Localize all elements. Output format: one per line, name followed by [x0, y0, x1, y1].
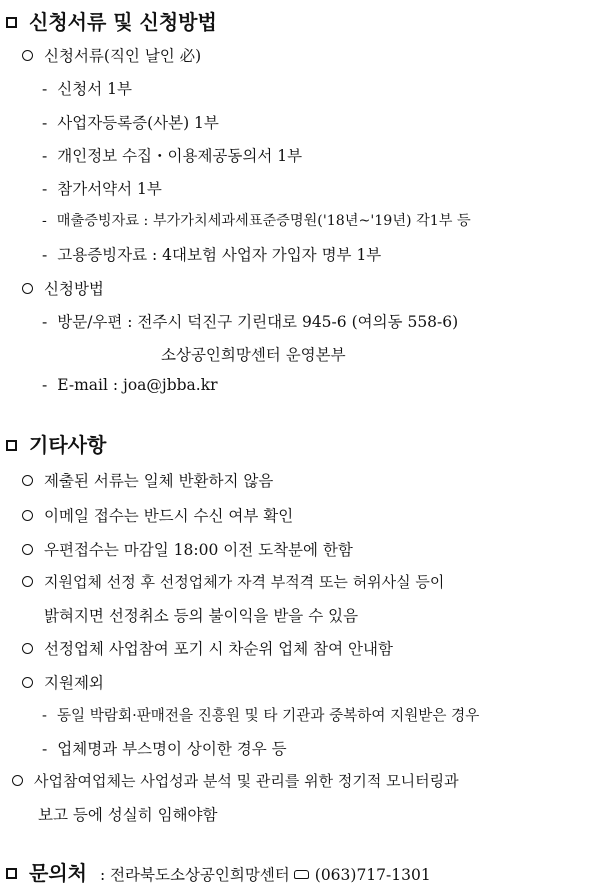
list-item: 우편접수는 마감일 18:00 이전 도착분에 한함 — [22, 538, 353, 560]
circle-bullet-icon — [22, 576, 33, 587]
list-item: - 매출증빙자료 : 부가가치세과세표준증명원('18년~'19년) 각1부 등 — [42, 213, 471, 229]
circle-bullet-icon — [22, 544, 33, 555]
list-item: 제출된 서류는 일체 반환하지 않음 — [22, 469, 273, 491]
list-item: 사업참여업체는 사업성과 분석 및 관리를 위한 정기적 모니터링과 — [12, 770, 459, 791]
section-heading-other: 기타사항 — [6, 429, 106, 458]
circle-bullet-icon — [22, 283, 33, 294]
circle-bullet-icon — [22, 643, 33, 654]
list-item: - E-mail : joa@jbba.kr — [42, 376, 218, 394]
contact-line — [6, 857, 431, 886]
list-item: 선정업체 사업참여 포기 시 차순위 업체 참여 안내함 — [22, 637, 393, 659]
circle-bullet-icon — [12, 775, 23, 786]
contact-label: 문의처 — [29, 861, 87, 885]
square-bullet-icon — [6, 868, 17, 879]
list-item-continuation: 보고 등에 성실히 임해야함 — [38, 806, 218, 824]
list-item: - 참가서약서 1부 — [42, 180, 162, 198]
address-continuation: 소상공인희망센터 운영본부 — [161, 346, 346, 364]
circle-bullet-icon — [22, 677, 33, 688]
square-bullet-icon — [6, 17, 17, 28]
phone-icon — [294, 870, 309, 879]
list-item: - 고용증빙자료 : 4대보험 사업자 가입자 명부 1부 — [42, 246, 382, 264]
list-item: - 개인정보 수집・이용제공동의서 1부 — [42, 147, 303, 165]
list-item: - 신청서 1부 — [42, 80, 132, 98]
circle-bullet-icon — [22, 50, 33, 61]
list-item-continuation: 밝혀지면 선정취소 등의 불이익을 받을 수 있음 — [44, 607, 359, 625]
list-item: - 업체명과 부스명이 상이한 경우 등 — [42, 740, 287, 758]
list-item: 지원제외 — [22, 671, 104, 693]
section-heading-application: 신청서류 및 신청방법 — [6, 6, 217, 35]
subheading-documents: 신청서류(직인 날인 必) — [22, 44, 201, 66]
contact-phone: (063)717-1301 — [314, 866, 431, 884]
list-item: - 동일 박람회·판매전을 진흥원 및 타 기관과 중복하여 지원받은 경우 — [42, 707, 480, 724]
square-bullet-icon — [6, 440, 17, 451]
list-item: - 방문/우편 : 전주시 덕진구 기린대로 945-6 (여의동 558-6) — [42, 313, 459, 331]
list-item: - 사업자등록증(사본) 1부 — [42, 114, 219, 132]
subheading-method: 신청방법 — [22, 277, 104, 299]
circle-bullet-icon — [22, 510, 33, 521]
list-item: 이메일 접수는 반드시 수신 여부 확인 — [22, 504, 293, 526]
circle-bullet-icon — [22, 475, 33, 486]
contact-org: : 전라북도소상공인희망센터 — [99, 866, 290, 884]
list-item: 지원업체 선정 후 선정업체가 자격 부적격 또는 허위사실 등이 — [22, 571, 444, 592]
